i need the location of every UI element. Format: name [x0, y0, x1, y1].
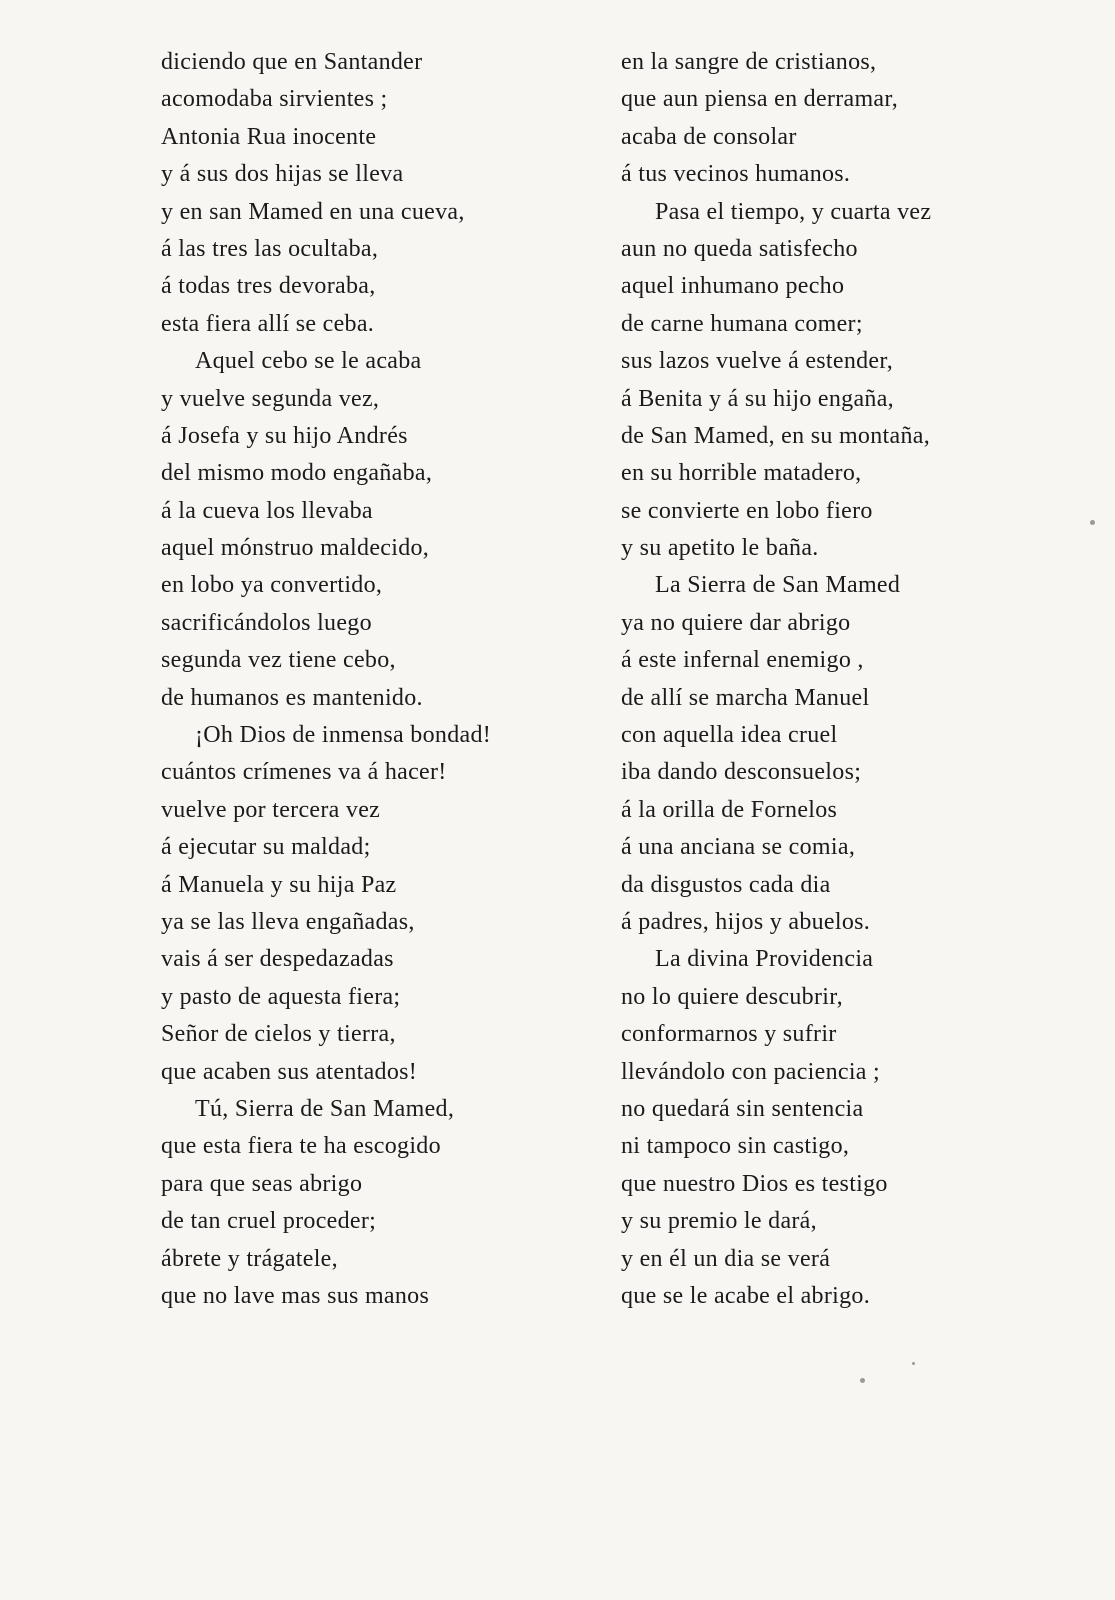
verse-line: y á sus dos hijas se lleva: [161, 161, 404, 188]
verse-line: ábrete y trágatele,: [161, 1245, 338, 1272]
verse-line: á Manuela y su hija Paz: [161, 871, 397, 898]
verse-line: que no lave mas sus manos: [161, 1282, 430, 1309]
verse-line: del mismo modo engañaba,: [161, 460, 433, 487]
verse-line: aquel inhumano pecho: [621, 273, 845, 300]
verse-line: á Benita y á su hijo engaña,: [621, 385, 894, 412]
verse-line: á ejecutar su maldad;: [161, 834, 371, 861]
verse-line: que aun piensa en derramar,: [621, 86, 899, 113]
left-verse-column: [161, 44, 621, 1315]
verse-line: á tus vecinos humanos.: [621, 161, 851, 188]
verse-line: que se le acabe el abrigo.: [621, 1282, 871, 1309]
verse-line: vais á ser despedazadas: [161, 946, 394, 973]
verse-line: no quedará sin sentencia: [621, 1095, 864, 1122]
verse-line: acomodaba sirvientes ;: [161, 86, 388, 113]
verse-line: Señor de cielos y tierra,: [161, 1021, 396, 1048]
verse-line: á padres, hijos y abuelos.: [621, 908, 871, 935]
verse-line: en su horrible matadero,: [621, 460, 862, 487]
verse-line: de allí se marcha Manuel: [621, 684, 870, 711]
verse-line: La Sierra de San Mamed: [655, 572, 901, 599]
verse-line: y vuelve segunda vez,: [161, 385, 380, 412]
verse-line: de San Mamed, en su montaña,: [621, 422, 930, 449]
verse-line: acaba de consolar: [621, 123, 797, 150]
verse-line: y su premio le dará,: [621, 1208, 817, 1235]
verse-line: da disgustos cada dia: [621, 871, 831, 898]
verse-line: de carne humana comer;: [621, 310, 863, 337]
verse-line: que acaben sus atentados!: [161, 1058, 418, 1085]
verse-line: cuántos crímenes va á hacer!: [161, 759, 447, 786]
verse-line: ¡Oh Dios de inmensa bondad!: [195, 722, 492, 749]
verse-line: esta fiera allí se ceba.: [161, 310, 375, 337]
right-verse-column: [621, 44, 1081, 1315]
verse-line: á todas tres devoraba,: [161, 273, 376, 300]
verse-line: no lo quiere descubrir,: [621, 983, 843, 1010]
verse-line: se convierte en lobo fiero: [621, 497, 873, 524]
verse-line: y en él un dia se verá: [621, 1245, 831, 1272]
verse-line: aun no queda satisfecho: [621, 235, 858, 262]
verse-line: iba dando desconsuelos;: [621, 759, 862, 786]
verse-line: ya no quiere dar abrigo: [621, 609, 851, 636]
verse-line: y su apetito le baña.: [621, 535, 819, 562]
verse-line: sacrificándolos luego: [161, 609, 372, 636]
verse-line: en la sangre de cristianos,: [621, 49, 877, 75]
verse-line: diciendo que en Santander: [161, 49, 423, 75]
verse-line: Antonia Rua inocente: [161, 123, 377, 150]
verse-line: Tú, Sierra de San Mamed,: [195, 1095, 455, 1122]
verse-line: á una anciana se comia,: [621, 834, 856, 861]
verse-line: vuelve por tercera vez: [161, 796, 381, 823]
ink-speck: [912, 1362, 915, 1365]
verse-line: segunda vez tiene cebo,: [161, 647, 396, 674]
verse-line: con aquella idea cruel: [621, 722, 838, 749]
ink-speck: [860, 1378, 865, 1383]
verse-line: ni tampoco sin castigo,: [621, 1133, 850, 1160]
verse-line: en lobo ya convertido,: [161, 572, 383, 599]
verse-line: de tan cruel proceder;: [161, 1208, 377, 1235]
verse-line: sus lazos vuelve á estender,: [621, 348, 894, 375]
verse-line: conformarnos y sufrir: [621, 1021, 837, 1048]
verse-line: de humanos es mantenido.: [161, 684, 423, 711]
verse-line: La divina Providencia: [655, 946, 874, 973]
verse-line: para que seas abrigo: [161, 1170, 363, 1197]
verse-line: llevándolo con paciencia ;: [621, 1058, 881, 1085]
verse-line: á Josefa y su hijo Andrés: [161, 422, 408, 449]
verse-line: ya se las lleva engañadas,: [161, 908, 415, 935]
verse-line: que esta fiera te ha escogido: [161, 1133, 441, 1160]
verse-line: que nuestro Dios es testigo: [621, 1170, 888, 1197]
verse-line: Aquel cebo se le acaba: [195, 348, 422, 375]
ink-speck: [1090, 520, 1095, 525]
verse-line: y pasto de aquesta fiera;: [161, 983, 401, 1010]
verse-line: á las tres las ocultaba,: [161, 235, 379, 262]
verse-line: á la cueva los llevaba: [161, 497, 373, 524]
verse-line: Pasa el tiempo, y cuarta vez: [655, 198, 932, 225]
verse-line: y en san Mamed en una cueva,: [161, 198, 465, 225]
verse-line: aquel mónstruo maldecido,: [161, 535, 430, 562]
verse-line: á este infernal enemigo ,: [621, 647, 864, 674]
verse-line: á la orilla de Fornelos: [621, 796, 838, 823]
